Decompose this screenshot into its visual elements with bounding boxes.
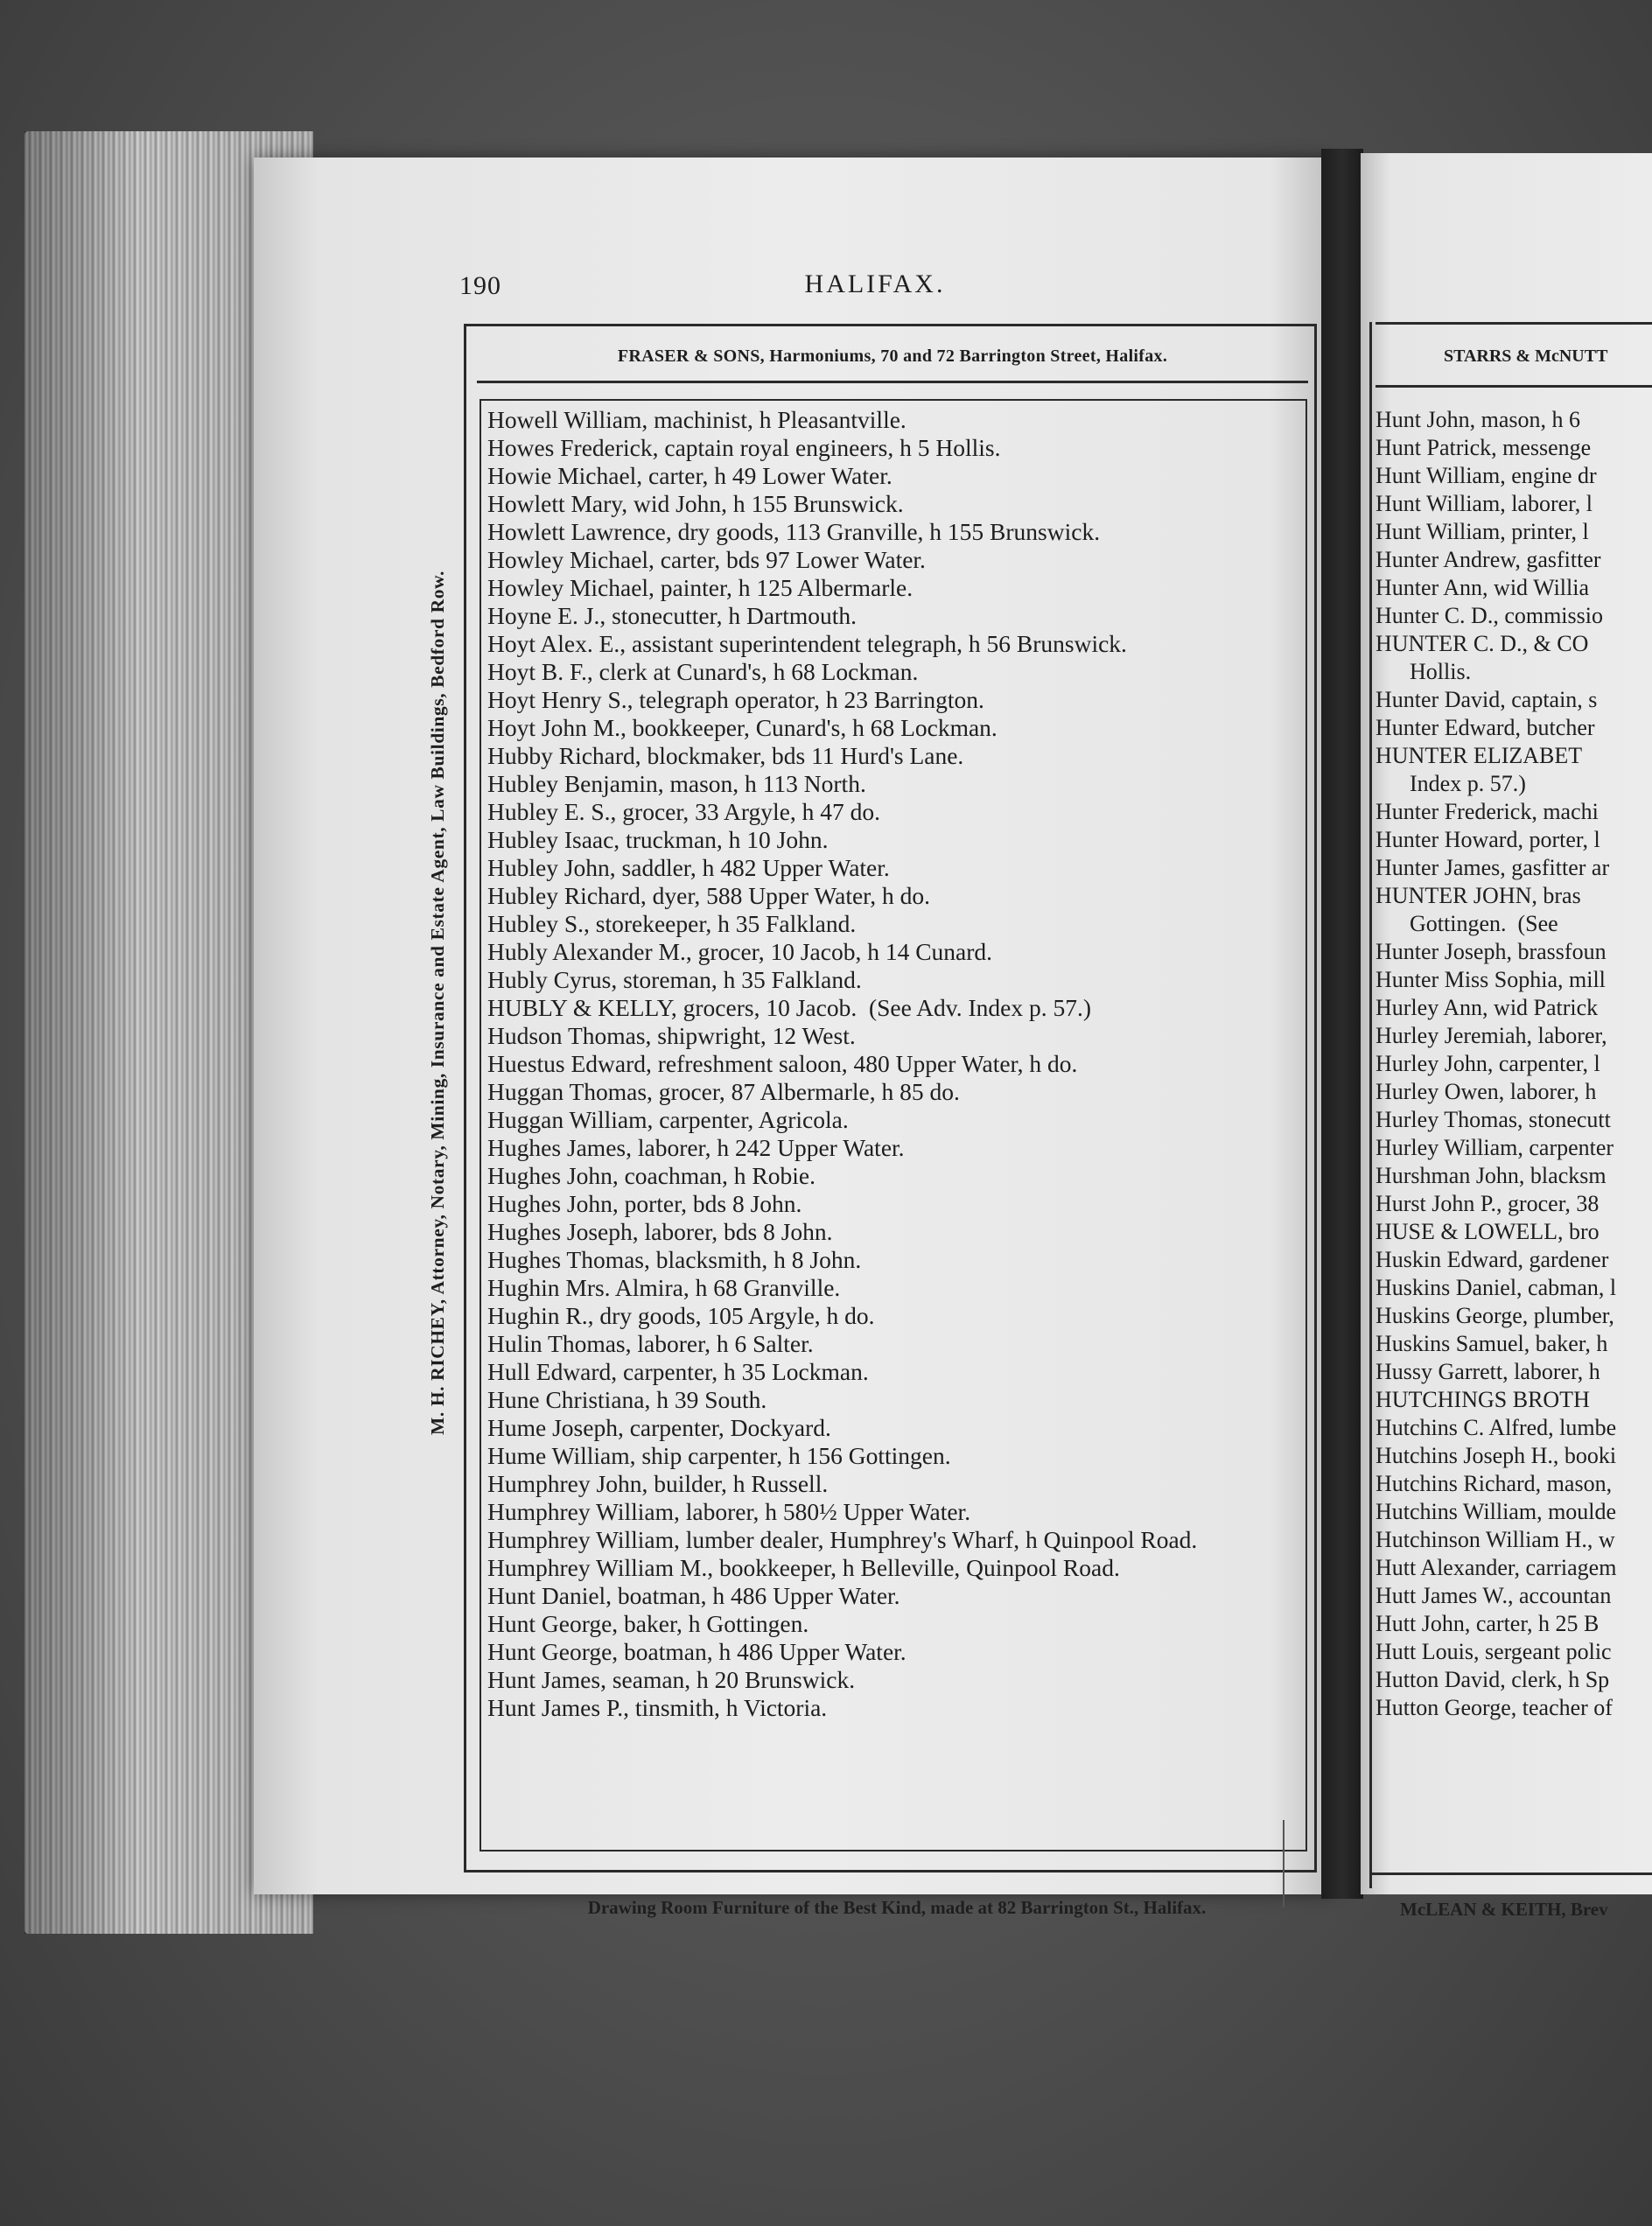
directory-entry: Hutchins C. Alfred, lumbe	[1376, 1415, 1617, 1440]
directory-entry: Huskin Edward, gardener	[1376, 1247, 1609, 1272]
right-directory-entries	[1376, 406, 1652, 1722]
side-advertisement: M. H. RICHEY, Attorney, Notary, Mining, Insurance and Estate Agent, Law Buildings, Bedford Row.	[427, 570, 448, 1435]
directory-entry: Hurley Jeremiah, laborer,	[1376, 1023, 1607, 1048]
directory-entry: Hutt Louis, sergeant polic	[1376, 1639, 1612, 1664]
directory-entry: HUNTER ELIZABET	[1376, 743, 1583, 768]
directory-entry: Hurley Ann, wid Patrick	[1376, 995, 1599, 1020]
directory-entry: Hurshman John, blacksm	[1376, 1163, 1606, 1188]
directory-entry: Hughes John, porter, bds 8 John.	[487, 1190, 802, 1217]
directory-entry: Index p. 57.)	[1376, 771, 1526, 796]
directory-entry: Hurst John P., grocer, 38	[1376, 1191, 1600, 1216]
directory-entry: Humphrey John, builder, h Russell.	[487, 1470, 829, 1497]
directory-entry: Hull Edward, carpenter, h 35 Lockman.	[487, 1358, 869, 1385]
directory-entry: Hoyt B. F., clerk at Cunard's, h 68 Lockman.	[487, 658, 919, 685]
directory-entry: HUNTER JOHN, bras	[1376, 883, 1581, 908]
directory-entry: Hunter Miss Sophia, mill	[1376, 967, 1606, 992]
directory-entry: Humphrey William, laborer, h 580½ Upper Water.	[487, 1498, 971, 1525]
directory-entry: Huskins Samuel, baker, h	[1376, 1331, 1608, 1356]
directory-entry: HUBLY & KELLY, grocers, 10 Jacob. (See Adv. Index p. 57.)	[487, 994, 1092, 1021]
directory-entry: Huggan Thomas, grocer, 87 Albermarle, h 85 do.	[487, 1078, 960, 1105]
directory-entry: Hutt Alexander, carriagem	[1376, 1555, 1617, 1580]
directory-entry: Hubly Alexander M., grocer, 10 Jacob, h 14 Cunard.	[487, 938, 993, 965]
directory-entry: Hunter Edward, butcher	[1376, 715, 1595, 740]
directory-entry: Gottingen. (See	[1376, 911, 1558, 936]
directory-entry: Hubby Richard, blockmaker, bds 11 Hurd's Lane.	[487, 742, 964, 769]
directory-entry: Hollis.	[1376, 659, 1472, 684]
directory-entry: Hutchins Joseph H., booki	[1376, 1443, 1617, 1468]
page-number: 190	[459, 271, 501, 300]
directory-entry: Huestus Edward, refreshment saloon, 480 Upper Water, h do.	[487, 1050, 1078, 1077]
right-bottom-advertisement: McLEAN & KEITH, Brev	[1400, 1899, 1608, 1920]
directory-entry: Hunter Ann, wid Willia	[1376, 575, 1590, 600]
directory-entry: Hubley S., storekeeper, h 35 Falkland.	[487, 910, 857, 937]
directory-entry: Hunt Daniel, boatman, h 486 Upper Water.	[487, 1582, 900, 1609]
directory-entry: HUTCHINGS BROTH	[1376, 1387, 1590, 1412]
directory-entry: Hughin Mrs. Almira, h 68 Granville.	[487, 1274, 841, 1301]
directory-entry: Hunter James, gasfitter ar	[1376, 855, 1610, 880]
directory-entry: Hunt John, mason, h 6	[1376, 407, 1580, 432]
directory-entry: Hutt John, carter, h 25 B	[1376, 1611, 1600, 1636]
directory-entry: Hussy Garrett, laborer, h	[1376, 1359, 1600, 1384]
directory-entry: Hutchins Richard, mason,	[1376, 1471, 1613, 1496]
directory-entry: Hume Joseph, carpenter, Dockyard.	[487, 1414, 831, 1441]
directory-entry: Hughes Thomas, blacksmith, h 8 John.	[487, 1246, 862, 1273]
directory-entry: Hunter David, captain, s	[1376, 687, 1598, 712]
directory-entry: Hune Christiana, h 39 South.	[487, 1386, 767, 1413]
directory-entry: Huggan William, carpenter, Agricola.	[487, 1106, 849, 1133]
directory-entry: Hunt William, printer, l	[1376, 519, 1589, 544]
directory-entry: Humphrey William M., bookkeeper, h Belleville, Quinpool Road.	[487, 1554, 1120, 1581]
directory-entry: Hunter Howard, porter, l	[1376, 827, 1600, 852]
advertisement-rule	[477, 381, 1308, 383]
directory-entry: Howley Michael, painter, h 125 Albermarle.	[487, 574, 914, 601]
directory-entry: Hunter Frederick, machi	[1376, 799, 1599, 824]
bottom-advertisement: Drawing Room Furniture of the Best Kind, made at 82 Barrington St., Halifax.	[587, 1897, 1207, 1918]
running-head: HALIFAX.	[804, 270, 946, 298]
directory-entry: Hoyt John M., bookkeeper, Cunard's, h 68 Lockman.	[487, 714, 998, 741]
book-gutter	[1321, 149, 1363, 1899]
directory-entry: Howes Frederick, captain royal engineers, h 5 Hollis.	[487, 434, 1001, 461]
directory-entry: Hoyt Henry S., telegraph operator, h 23 Barrington.	[487, 686, 984, 713]
directory-entry: Hutchins William, moulde	[1376, 1499, 1617, 1524]
directory-entry: Hoyt Alex. E., assistant superintendent telegraph, h 56 Brunswick.	[487, 630, 1127, 657]
directory-entry: Hunt William, laborer, l	[1376, 491, 1592, 516]
directory-entry: Hubley Benjamin, mason, h 113 North.	[487, 770, 866, 797]
directory-entry: Hubley Richard, dyer, 588 Upper Water, h do.	[487, 882, 930, 909]
directory-entry: Huskins Daniel, cabman, l	[1376, 1275, 1617, 1300]
directory-entry: Hunt George, boatman, h 486 Upper Water.	[487, 1638, 906, 1665]
directory-entry: Hurley John, carpenter, l	[1376, 1051, 1600, 1076]
directory-entry: Hume William, ship carpenter, h 156 Gottingen.	[487, 1442, 951, 1469]
right-top-advertisement: STARRS & McNUTT	[1444, 346, 1608, 366]
directory-entry: Hunt Patrick, messenge	[1376, 435, 1592, 460]
directory-entry: Hurley Owen, laborer, h	[1376, 1079, 1597, 1104]
directory-entry: Hubly Cyrus, storeman, h 35 Falkland.	[487, 966, 862, 993]
directory-entry: Hughes John, coachman, h Robie.	[487, 1162, 816, 1189]
directory-entry: Hutchinson William H., w	[1376, 1527, 1615, 1552]
directory-entry: Hubley E. S., grocer, 33 Argyle, h 47 do.	[487, 798, 881, 825]
directory-entry: Hunter Andrew, gasfitter	[1376, 547, 1601, 572]
directory-entry: Hughes James, laborer, h 242 Upper Water.	[487, 1134, 905, 1161]
directory-entry: Huskins George, plumber,	[1376, 1303, 1614, 1328]
directory-entry: Hudson Thomas, shipwright, 12 West.	[487, 1022, 856, 1049]
directory-entry: Hurley William, carpenter	[1376, 1135, 1614, 1160]
directory-entry: Howlett Lawrence, dry goods, 113 Granville, h 155 Brunswick.	[487, 518, 1101, 545]
directory-entry: Hunt William, engine dr	[1376, 463, 1597, 488]
directory-entry: Hulin Thomas, laborer, h 6 Salter.	[487, 1330, 814, 1357]
right-advertisement-rule	[1376, 385, 1652, 388]
directory-entry: Hunter Joseph, brassfoun	[1376, 939, 1606, 964]
right-page-frame	[1369, 322, 1372, 1888]
top-advertisement: FRASER & SONS, Harmoniums, 70 and 72 Barrington Street, Halifax.	[617, 346, 1168, 366]
directory-entry: Hoyne E. J., stonecutter, h Dartmouth.	[487, 602, 858, 629]
directory-entry: Hughin R., dry goods, 105 Argyle, h do.	[487, 1302, 875, 1329]
directory-entry: Hutton George, teacher of	[1376, 1695, 1613, 1720]
directory-entry: Hughes Joseph, laborer, bds 8 John.	[487, 1218, 833, 1245]
page-crease	[1283, 1820, 1284, 1908]
directory-entry: Hurley Thomas, stonecutt	[1376, 1107, 1611, 1132]
right-page-top-rule	[1376, 322, 1652, 325]
directory-entry: Humphrey William, lumber dealer, Humphrey's Wharf, h Quinpool Road.	[487, 1526, 1198, 1553]
right-page-bottom-rule	[1369, 1872, 1652, 1875]
directory-entry: HUSE & LOWELL, bro	[1376, 1219, 1600, 1244]
directory-entry: Howell William, machinist, h Pleasantville.	[487, 406, 906, 433]
directory-entry: Hunt James P., tinsmith, h Victoria.	[487, 1694, 828, 1721]
directory-entry: Hubley John, saddler, h 482 Upper Water.	[487, 854, 890, 881]
directory-entry: Howley Michael, carter, bds 97 Lower Water.	[487, 546, 926, 573]
directory-entry: Howlett Mary, wid John, h 155 Brunswick.	[487, 490, 904, 517]
directory-entries	[487, 406, 1310, 1722]
directory-entry: HUNTER C. D., & CO	[1376, 631, 1589, 656]
directory-entry: Hubley Isaac, truckman, h 10 John.	[487, 826, 829, 853]
directory-entry: Hunt George, baker, h Gottingen.	[487, 1610, 809, 1637]
directory-entry: Hutton David, clerk, h Sp	[1376, 1667, 1610, 1692]
directory-entry: Hutt James W., accountan	[1376, 1583, 1612, 1608]
directory-entry: Hunt James, seaman, h 20 Brunswick.	[487, 1666, 856, 1693]
directory-entry: Howie Michael, carter, h 49 Lower Water.	[487, 462, 892, 489]
directory-entry: Hunter C. D., commissio	[1376, 603, 1603, 628]
